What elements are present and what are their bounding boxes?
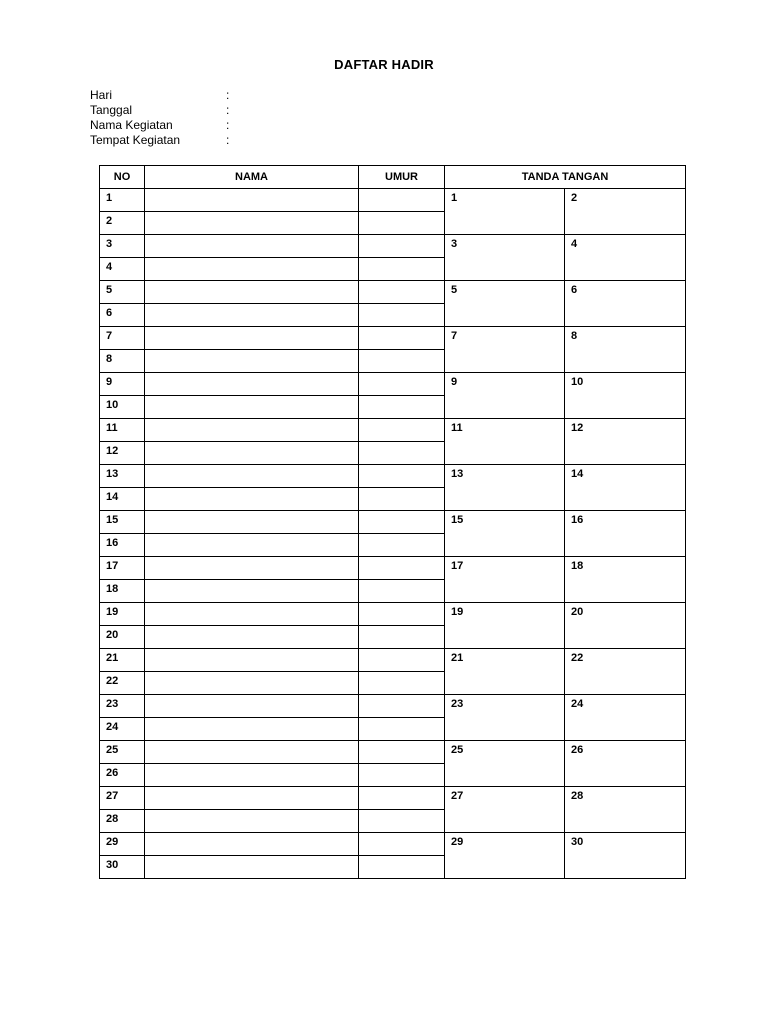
signature-cell[interactable]: 5 xyxy=(445,281,565,327)
signature-cell[interactable]: 8 xyxy=(565,327,686,373)
nama-cell[interactable] xyxy=(145,396,359,419)
nama-cell[interactable] xyxy=(145,672,359,695)
signature-cell[interactable]: 1 xyxy=(445,189,565,235)
row-number: 10 xyxy=(100,396,145,419)
signature-cell[interactable]: 19 xyxy=(445,603,565,649)
nama-cell[interactable] xyxy=(145,212,359,235)
signature-cell[interactable]: 20 xyxy=(565,603,686,649)
row-number: 29 xyxy=(100,833,145,856)
row-number: 2 xyxy=(100,212,145,235)
table-row xyxy=(100,419,686,442)
row-number: 15 xyxy=(100,511,145,534)
signature-cell[interactable]: 18 xyxy=(565,557,686,603)
umur-cell[interactable] xyxy=(359,764,445,787)
nama-cell[interactable] xyxy=(145,511,359,534)
attendance-table xyxy=(99,165,686,879)
row-number: 19 xyxy=(100,603,145,626)
meta-label: Tanggal xyxy=(90,103,133,117)
umur-cell[interactable] xyxy=(359,603,445,626)
signature-cell[interactable]: 21 xyxy=(445,649,565,695)
umur-cell[interactable] xyxy=(359,350,445,373)
meta-row-tempat-kegiatan xyxy=(90,133,236,148)
nama-cell[interactable] xyxy=(145,350,359,373)
table-row xyxy=(100,511,686,534)
umur-cell[interactable] xyxy=(359,327,445,350)
header-nama: NAMA xyxy=(145,166,359,189)
meta-row-hari xyxy=(90,88,236,103)
umur-cell[interactable] xyxy=(359,718,445,741)
nama-cell[interactable] xyxy=(145,580,359,603)
umur-cell[interactable] xyxy=(359,810,445,833)
nama-cell[interactable] xyxy=(145,488,359,511)
signature-cell[interactable]: 9 xyxy=(445,373,565,419)
row-number: 17 xyxy=(100,557,145,580)
umur-cell[interactable] xyxy=(359,649,445,672)
header-tanda-tangan: TANDA TANGAN xyxy=(445,166,686,189)
umur-cell[interactable] xyxy=(359,695,445,718)
table-row xyxy=(100,603,686,626)
row-number: 9 xyxy=(100,373,145,396)
signature-cell[interactable]: 23 xyxy=(445,695,565,741)
nama-cell[interactable] xyxy=(145,373,359,396)
signature-cell[interactable]: 10 xyxy=(565,373,686,419)
row-number: 22 xyxy=(100,672,145,695)
header-umur: UMUR xyxy=(359,166,445,189)
signature-cell[interactable]: 17 xyxy=(445,557,565,603)
row-number: 23 xyxy=(100,695,145,718)
signature-cell[interactable]: 7 xyxy=(445,327,565,373)
nama-cell[interactable] xyxy=(145,534,359,557)
nama-cell[interactable] xyxy=(145,649,359,672)
row-number: 27 xyxy=(100,787,145,810)
nama-cell[interactable] xyxy=(145,235,359,258)
signature-cell[interactable]: 12 xyxy=(565,419,686,465)
row-number: 4 xyxy=(100,258,145,281)
nama-cell[interactable] xyxy=(145,304,359,327)
document-title: DAFTAR HADIR xyxy=(334,57,434,72)
row-number: 16 xyxy=(100,534,145,557)
row-number: 13 xyxy=(100,465,145,488)
row-number: 26 xyxy=(100,764,145,787)
umur-cell[interactable] xyxy=(359,511,445,534)
umur-cell[interactable] xyxy=(359,212,445,235)
table-row xyxy=(100,327,686,350)
table-row xyxy=(100,281,686,304)
signature-cell[interactable]: 22 xyxy=(565,649,686,695)
meta-label: Tempat Kegiatan xyxy=(90,133,181,147)
signature-cell[interactable]: 26 xyxy=(565,741,686,787)
umur-cell[interactable] xyxy=(359,672,445,695)
signature-cell[interactable]: 2 xyxy=(565,189,686,235)
nama-cell[interactable] xyxy=(145,787,359,810)
row-number: 8 xyxy=(100,350,145,373)
signature-cell[interactable]: 4 xyxy=(565,235,686,281)
umur-cell[interactable] xyxy=(359,741,445,764)
table-row xyxy=(100,189,686,212)
nama-cell[interactable] xyxy=(145,603,359,626)
umur-cell[interactable] xyxy=(359,534,445,557)
umur-cell[interactable] xyxy=(359,189,445,212)
signature-cell[interactable]: 28 xyxy=(565,787,686,833)
signature-cell[interactable]: 6 xyxy=(565,281,686,327)
nama-cell[interactable] xyxy=(145,465,359,488)
nama-cell[interactable] xyxy=(145,810,359,833)
meta-colon: : xyxy=(226,118,230,132)
umur-cell[interactable] xyxy=(359,488,445,511)
umur-cell[interactable] xyxy=(359,787,445,810)
table-row xyxy=(100,741,686,764)
umur-cell[interactable] xyxy=(359,465,445,488)
table-header-row xyxy=(100,166,686,189)
umur-cell[interactable] xyxy=(359,396,445,419)
nama-cell[interactable] xyxy=(145,695,359,718)
signature-cell[interactable]: 24 xyxy=(565,695,686,741)
table-row xyxy=(100,695,686,718)
nama-cell[interactable] xyxy=(145,557,359,580)
umur-cell[interactable] xyxy=(359,373,445,396)
signature-cell[interactable]: 30 xyxy=(565,833,686,879)
nama-cell[interactable] xyxy=(145,856,359,879)
row-number: 7 xyxy=(100,327,145,350)
row-number: 28 xyxy=(100,810,145,833)
attendance-body xyxy=(100,189,686,879)
table-row xyxy=(100,833,686,856)
table-row xyxy=(100,787,686,810)
umur-cell[interactable] xyxy=(359,442,445,465)
table-row xyxy=(100,465,686,488)
meta-colon: : xyxy=(226,133,230,147)
row-number: 12 xyxy=(100,442,145,465)
signature-cell[interactable]: 13 xyxy=(445,465,565,511)
umur-cell[interactable] xyxy=(359,281,445,304)
signature-cell[interactable]: 27 xyxy=(445,787,565,833)
meta-label: Hari xyxy=(90,88,113,102)
row-number: 6 xyxy=(100,304,145,327)
meta-row-nama-kegiatan xyxy=(90,118,236,133)
row-number: 25 xyxy=(100,741,145,764)
signature-cell[interactable]: 3 xyxy=(445,235,565,281)
meta-row-tanggal xyxy=(90,103,236,118)
signature-cell[interactable]: 16 xyxy=(565,511,686,557)
row-number: 5 xyxy=(100,281,145,304)
signature-cell[interactable]: 29 xyxy=(445,833,565,879)
meta-label: Nama Kegiatan xyxy=(90,118,173,132)
table-row xyxy=(100,235,686,258)
row-number: 24 xyxy=(100,718,145,741)
table-row xyxy=(100,557,686,580)
row-number: 11 xyxy=(100,419,145,442)
table-row xyxy=(100,373,686,396)
umur-cell[interactable] xyxy=(359,856,445,879)
meta-colon: : xyxy=(226,103,230,117)
signature-cell[interactable]: 15 xyxy=(445,511,565,557)
row-number: 14 xyxy=(100,488,145,511)
umur-cell[interactable] xyxy=(359,258,445,281)
row-number: 20 xyxy=(100,626,145,649)
meta-colon: : xyxy=(226,88,230,102)
nama-cell[interactable] xyxy=(145,258,359,281)
nama-cell[interactable] xyxy=(145,764,359,787)
nama-cell[interactable] xyxy=(145,626,359,649)
nama-cell[interactable] xyxy=(145,718,359,741)
row-number: 1 xyxy=(100,189,145,212)
signature-cell[interactable]: 25 xyxy=(445,741,565,787)
nama-cell[interactable] xyxy=(145,442,359,465)
umur-cell[interactable] xyxy=(359,557,445,580)
header-no: NO xyxy=(100,166,145,189)
umur-cell[interactable] xyxy=(359,580,445,603)
umur-cell[interactable] xyxy=(359,419,445,442)
umur-cell[interactable] xyxy=(359,235,445,258)
signature-cell[interactable]: 11 xyxy=(445,419,565,465)
row-number: 21 xyxy=(100,649,145,672)
signature-cell[interactable]: 14 xyxy=(565,465,686,511)
table-row xyxy=(100,649,686,672)
umur-cell[interactable] xyxy=(359,626,445,649)
nama-cell[interactable] xyxy=(145,741,359,764)
nama-cell[interactable] xyxy=(145,419,359,442)
nama-cell[interactable] xyxy=(145,189,359,212)
nama-cell[interactable] xyxy=(145,327,359,350)
row-number: 3 xyxy=(100,235,145,258)
nama-cell[interactable] xyxy=(145,281,359,304)
umur-cell[interactable] xyxy=(359,304,445,327)
event-info xyxy=(90,88,236,148)
row-number: 30 xyxy=(100,856,145,879)
umur-cell[interactable] xyxy=(359,833,445,856)
nama-cell[interactable] xyxy=(145,833,359,856)
row-number: 18 xyxy=(100,580,145,603)
